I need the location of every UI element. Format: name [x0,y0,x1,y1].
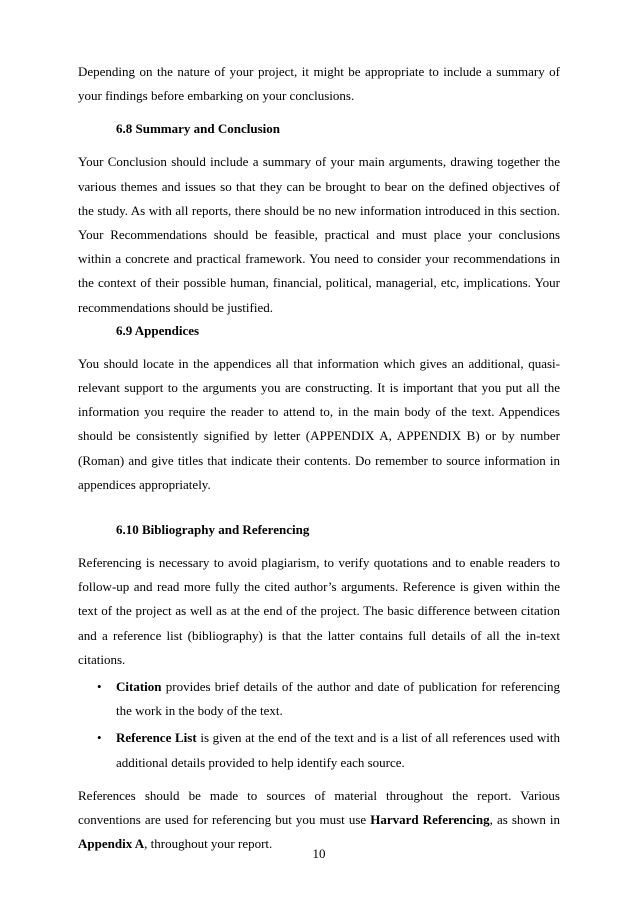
closing-text-3: , throughout your report. [144,836,273,852]
summary-conclusion-paragraph: Your Conclusion should include a summary of your main arguments, drawing together the various themes and issues so that they can be brought to bear on the defined objectives of the study. As with all reports, there should be no new information introduced in this section. Your Recommendations should be feasible, practical and must place your conclusions within a concrete and practical framework. You need to consider your recommendations in the context of their possible human, financial, political, managerial, etc, implications. Your recommendations should be justified. [78,154,560,315]
intro-paragraph: Depending on the nature of your project, it might be appropriate to include a summary of your findings before embarking on your conclusions. [78,64,560,104]
page-content [78,60,560,856]
term-citation: Citation [116,679,162,695]
list-item-reference-list [78,726,560,774]
harvard-referencing-term: Harvard Referencing [370,812,490,828]
bullet-icon: • [97,730,102,746]
list-item-citation [78,675,560,723]
bullet-list [78,675,560,775]
term-reference-list: Reference List [116,730,197,746]
bibliography-paragraph: Referencing is necessary to avoid plagiarism, to verify quotations and to enable readers to follow-up and read more fully the cited author’s arguments. Reference is given within the text of the project as well as at the end of the project. The basic difference between citation and a reference list (bibliography) is that the latter contains full details of all the in-text citations. [78,555,560,667]
page-number: 10 [312,846,326,861]
citation-description: provides brief details of the author and date of publication for referencing the work in the body of the text. [116,679,560,719]
closing-text-1: References should be made to sources of material throughout the report. Various conventions are used for referencing but you must use [78,787,560,828]
reference-list-description: is given at the end of the text and is a list of all references used with additional details provided to help identify each source. [116,730,560,770]
appendices-paragraph: You should locate in the appendices all that information which gives an additional, quasi-relevant support to the arguments you are constructing. It is important that you put all the information you require the reader to attend to, in the main body of the text. Appendices should be consistently signified by letter (APPENDIX A, APPENDIX B) or by number (Roman) and give titles that indicate their contents. Do remember to source information in appendices appropriately. [78,355,560,492]
heading-appendices: 6.9 Appendices [116,322,200,338]
appendix-a-term: Appendix A [78,836,145,852]
bullet-icon: • [97,679,102,695]
heading-summary-conclusion: 6.8 Summary and Conclusion [116,121,280,137]
closing-text-2: , as shown in [489,812,561,828]
heading-bibliography-referencing: 6.10 Bibliography and Referencing [116,522,310,538]
